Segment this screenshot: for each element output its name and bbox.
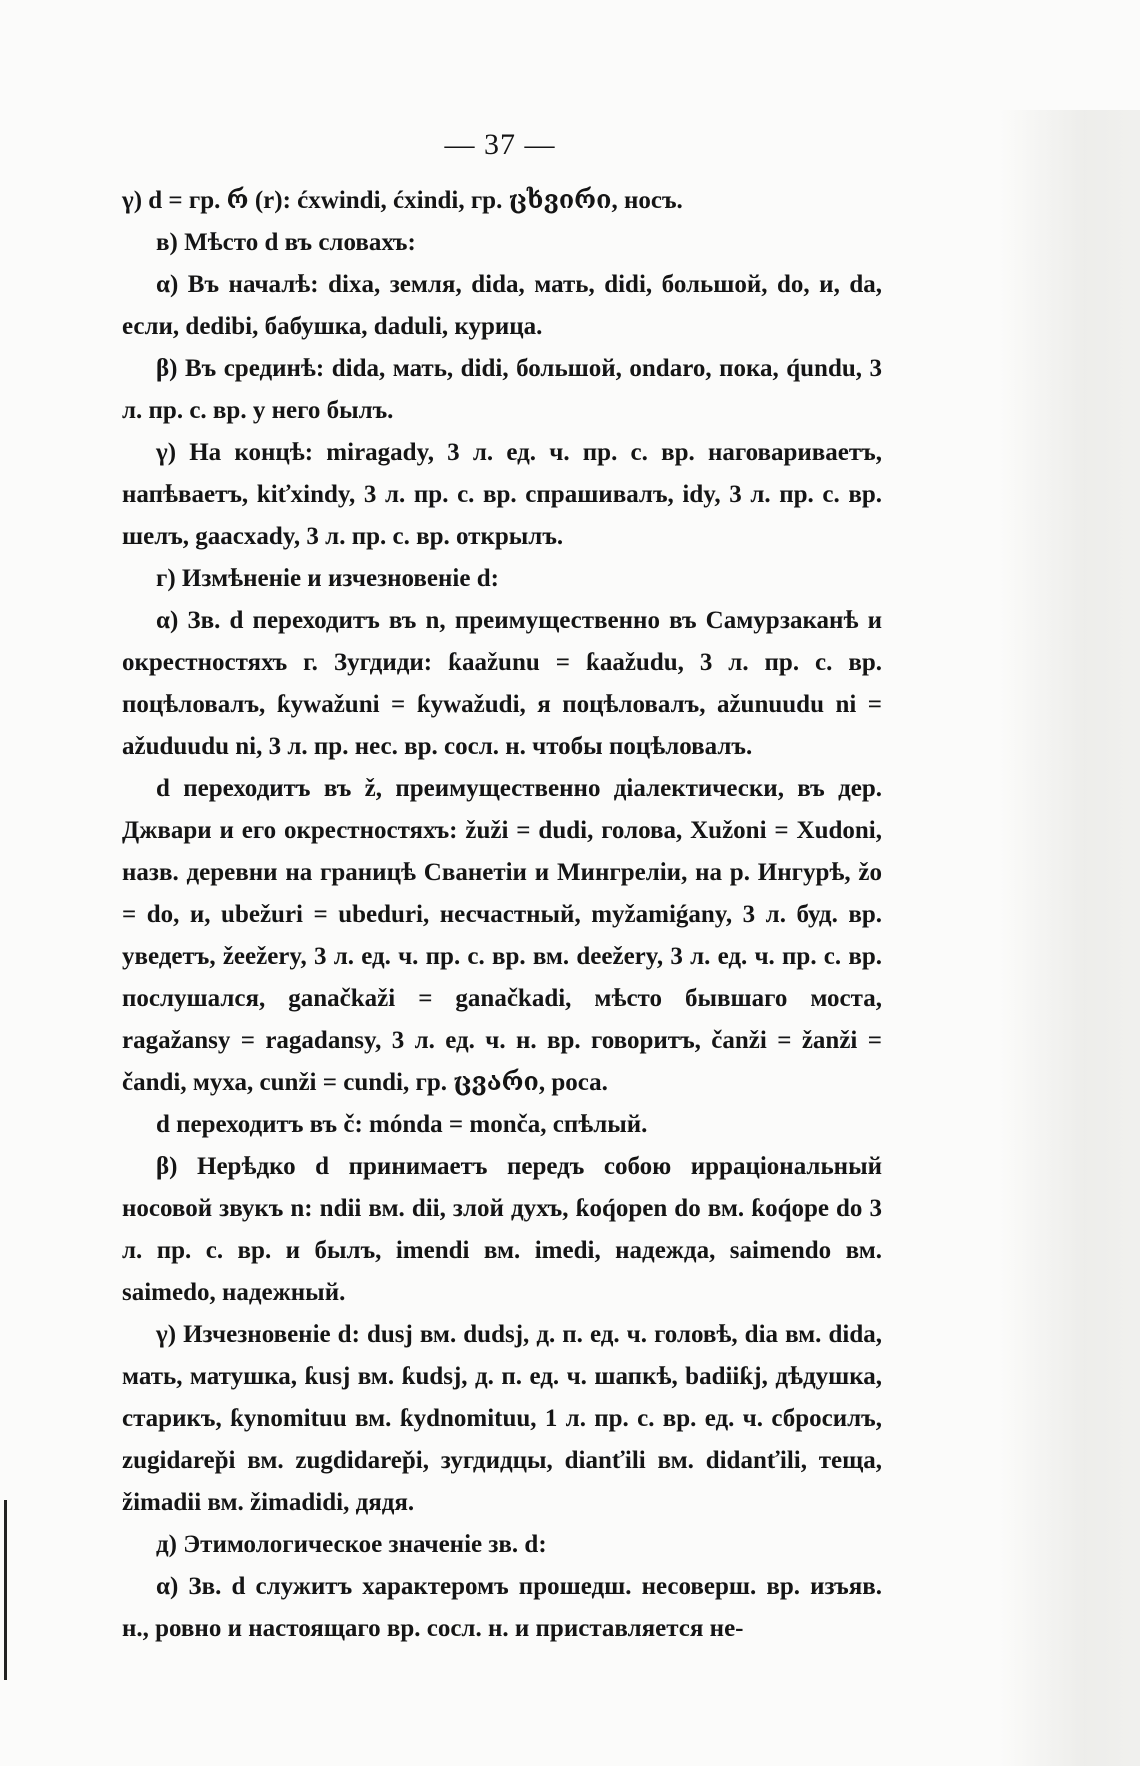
paragraph-v-heading: в) Мѣсто d въ словахъ: — [156, 229, 416, 256]
body-text — [122, 180, 882, 1650]
paragraph-d-to-z: d переходитъ въ ž, преимущественно діалектически, въ дер. Джвари и его окрестностяхъ: žuži = dudi, голова, Xužoni = Xudoni, назв. деревни на границѣ Сванетіи и Мингреліи, на р. Ингурѣ, žo = do, и, ubežuri = ubeduri, несчастный, myžamiǵany, 3 л. буд. вр. уведетъ, žeežery, 3 л. ед. ч. пр. с. вр. вм. deežery, 3 л. ед. ч. пр. с. вр. послушался, ganačkaži = ganačkadi, мѣсто бывшаго моста, ragažansy = ragadansy, 3 л. ед. ч. н. вр. говоритъ, čanži = žanži = čandi, муха, cunži = cundi, гр. ცვარი, роса. — [122, 775, 882, 1096]
paragraph-alpha-beginning: α) Въ началѣ: dixa, земля, dida, мать, didi, большой, do, и, da, если, dedibi, бабушка, daduli, курица. — [122, 271, 882, 340]
scan-edge-mark — [4, 1500, 7, 1680]
paragraph-g-heading: г) Измѣненіе и изчезновеніе d: — [156, 565, 499, 592]
paragraph-beta-nasal: β) Нерѣдко d принимаетъ передъ собою ирраціональный носовой звукъ n: ndii вм. dii, злой духъ, ƙoq́open do вм. ƙoq́ope do 3 л. пр. с. вр. и былъ, imendi вм. imedi, надежда, saimendo вм. saimedo, надежный. — [122, 1153, 882, 1306]
paragraph-beta-middle: β) Въ срединѣ: dida, мать, didi, большой, ondaro, пока, q́undu, 3 л. пр. с. вр. у него былъ. — [122, 355, 882, 424]
paragraph-d-heading: д) Этимологическое значеніе зв. d: — [156, 1531, 547, 1558]
paragraph-alpha-d-to-n: α) Зв. d переходитъ въ n, преимущественно въ Самурзаканѣ и окрестностяхъ г. Зугдиди: ƙaažunu = ƙaažudu, 3 л. пр. с. вр. поцѣловалъ, ƙywažuni = ƙywažudi, я поцѣловалъ, ažunuudu ni = ažuduudu ni, 3 л. пр. нес. вр. сосл. н. чтобы поцѣловалъ. — [122, 607, 882, 760]
scan-shading — [1000, 110, 1140, 1766]
paragraph-d-to-c: d переходитъ въ č: mónda = monča, спѣлый. — [156, 1111, 648, 1138]
paragraph-gamma-end: γ) На концѣ: miragady, 3 л. ед. ч. пр. с. вр. наговариваетъ, напѣваетъ, kiťxindy, 3 л. пр. с. вр. спрашивалъ, idy, 3 л. пр. с. вр. шелъ, gaacxady, 3 л. пр. с. вр. открылъ. — [122, 439, 882, 550]
paragraph-gamma-d-sound: γ) d = гр. რ (r): ćxwindi, ćxindi, гр. ცხვირი, носъ. — [122, 187, 683, 214]
paragraph-alpha-etymology: α) Зв. d служитъ характеромъ прошедш. несоверш. вр. изъяв. н., ровно и настоящаго вр. сосл. н. и приставляется не- — [122, 1573, 882, 1642]
page-number: — 37 — — [444, 128, 556, 161]
paragraph-gamma-disappearance: γ) Изчезновеніе d: dusj вм. dudsj, д. п. ед. ч. головѣ, dia вм. dida, мать, матушка, ƙusj вм. ƙudsj, д. п. ед. ч. шапкѣ, badiiƙj, дѣдушка, старикъ, ƙynomituu вм. ƙydnomituu, 1 л. пр. с. вр. ед. ч. сбросилъ, zugidarep̌i вм. zugdidarep̌i, зугдидцы, dianťili вм. didanťili, теща, žimadii вм. žimadidi, дядя. — [122, 1321, 882, 1516]
